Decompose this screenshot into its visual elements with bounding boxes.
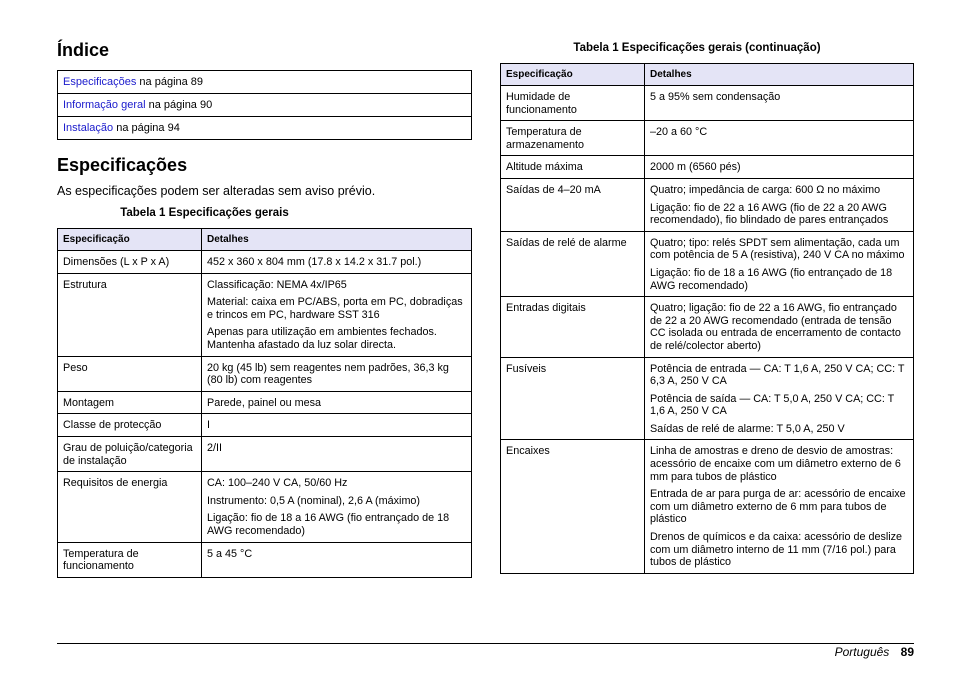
spec-name-cell: Entradas digitais xyxy=(501,297,645,357)
spec-detail-line: –20 a 60 °C xyxy=(650,126,708,139)
spec-detail-line: 5 a 95% sem condensação xyxy=(650,91,781,103)
index-link[interactable]: Especificações xyxy=(63,76,137,88)
index-entry xyxy=(58,117,472,140)
index-page-ref: na página 89 xyxy=(136,76,204,88)
spec-name-cell: Montagem xyxy=(58,391,202,414)
table-row xyxy=(58,356,472,391)
general-specs-table xyxy=(57,228,472,578)
spec-detail-line: Classificação: NEMA 4x/IP65 xyxy=(207,278,347,291)
table-row xyxy=(58,414,472,437)
index-page-ref: na página 94 xyxy=(113,122,180,134)
footer-language: Português xyxy=(834,645,890,659)
index-page-ref: na página 90 xyxy=(145,99,213,111)
index-table xyxy=(57,70,472,140)
spec-detail-line: Drenos de químicos e da caixa: acessório de deslize com um diâmetro interno de 11 mm (7/16 pol.) para tubos de plástico xyxy=(650,531,903,569)
spec-detail-line: Instrumento: 0,5 A (nominal), 2,6 A (máximo) xyxy=(207,494,421,507)
index-heading: Índice xyxy=(57,40,110,60)
spec-detail-line: Material: caixa em PC/ABS, porta em PC, dobradiças e trincos em PC, hardware SST 316 xyxy=(207,296,463,321)
table-header-row xyxy=(501,64,914,86)
spec-details-cell xyxy=(202,472,472,542)
table-caption-continued: Tabela 1 Especificações gerais (continuação) xyxy=(573,42,821,54)
index-link[interactable]: Instalação xyxy=(63,122,114,134)
table-row xyxy=(58,251,472,274)
spec-name-cell: Temperatura de armazenamento xyxy=(501,121,645,156)
spec-detail-line: Quatro; ligação: fio de 22 a 16 AWG, fio entrançado de 22 a 20 AWG recomendado (entrada de tensão CC isolada ou entrada de encerramento de contacto de relé/colector aberto) xyxy=(650,302,901,352)
specifications-intro: As especificações podem ser alteradas sem aviso prévio. xyxy=(57,184,376,198)
index-row xyxy=(58,117,472,140)
spec-detail-line: Linha de amostras e dreno de desvio de amostras: acessório de encaixe com um diâmetro externo de 6 mm para tubos de plástico xyxy=(650,445,901,483)
spec-detail-line: Apenas para utilização em ambientes fechados. Mantenha afastado da luz solar directa. xyxy=(207,326,437,351)
spec-details-cell xyxy=(645,231,914,296)
spec-detail-line: Potência de entrada — CA: T 1,6 A, 250 V CA; CC: T 6,3 A, 250 V CA xyxy=(650,362,905,388)
spec-detail-line: 20 kg (45 lb) sem reagentes nem padrões, 36,3 kg (80 lb) com reagentes xyxy=(207,361,449,387)
spec-detail-line: 5 a 45 °C xyxy=(207,547,253,560)
index-entry xyxy=(58,71,472,94)
table-row xyxy=(58,542,472,577)
spec-details-cell xyxy=(645,156,914,179)
spec-name-cell: Altitude máxima xyxy=(501,156,645,179)
spec-details-cell xyxy=(202,356,472,391)
table-row xyxy=(501,156,914,179)
spec-details-cell xyxy=(202,391,472,414)
header-specification: Especificação xyxy=(501,64,645,86)
spec-details-cell xyxy=(645,86,914,121)
table-row xyxy=(58,472,472,542)
table-row xyxy=(58,436,472,471)
spec-detail-line: 2/II xyxy=(207,441,223,454)
spec-detail-line: Saídas de relé de alarme: T 5,0 A, 250 V xyxy=(650,422,845,435)
index-row xyxy=(58,94,472,117)
spec-details-cell xyxy=(202,414,472,437)
spec-name-cell: Saídas de relé de alarme xyxy=(501,231,645,296)
spec-details-cell xyxy=(645,440,914,573)
spec-name-cell: Humidade de funcionamento xyxy=(501,86,645,121)
spec-detail-line: Ligação: fio de 22 a 16 AWG (fio de 22 a 20 AWG recomendado), fio blindado de pares entrançados xyxy=(650,201,889,227)
spec-details-cell xyxy=(202,273,472,356)
spec-detail-line: CA: 100–240 V CA, 50/60 Hz xyxy=(207,477,348,490)
page-number: 89 xyxy=(900,645,914,659)
spec-name-cell: Grau de poluição/categoria de instalação xyxy=(58,436,202,471)
table-row xyxy=(501,178,914,231)
table-row xyxy=(501,121,914,156)
spec-name-cell: Requisitos de energia xyxy=(58,472,202,542)
spec-name-cell: Fusíveis xyxy=(501,357,645,440)
spec-details-cell xyxy=(645,357,914,440)
table-row xyxy=(501,297,914,357)
spec-details-cell xyxy=(645,178,914,231)
spec-detail-line: Quatro; impedância de carga: 600 Ω no máximo xyxy=(650,183,881,196)
index-row xyxy=(58,71,472,94)
spec-name-cell: Encaixes xyxy=(501,440,645,573)
index-link[interactable]: Informação geral xyxy=(63,99,146,111)
spec-name-cell: Saídas de 4–20 mA xyxy=(501,178,645,231)
spec-detail-line: Ligação: fio de 18 a 16 AWG (fio entrançado de 18 AWG recomendado) xyxy=(650,266,893,292)
table-row xyxy=(58,391,472,414)
table-row xyxy=(501,231,914,296)
spec-details-cell xyxy=(645,297,914,357)
header-specification: Especificação xyxy=(58,229,202,251)
spec-detail-line: Entrada de ar para purga de ar: acessório de encaixe com um diâmetro externo de 6 mm para tubos de plástico xyxy=(650,488,906,526)
spec-detail-line: Quatro; tipo: relés SPDT sem alimentação, cada um com potência de 5 A (resistiva), 240 V CA no máximo xyxy=(650,236,905,262)
header-details: Detalhes xyxy=(645,64,914,86)
table-header-row xyxy=(58,229,472,251)
spec-name-cell: Classe de protecção xyxy=(58,414,202,437)
header-details: Detalhes xyxy=(202,229,472,251)
page-footer xyxy=(835,643,914,659)
spec-detail-line: 452 x 360 x 804 mm (17.8 x 14.2 x 31.7 pol.) xyxy=(207,256,422,268)
spec-name-cell: Estrutura xyxy=(58,273,202,356)
table-row xyxy=(58,273,472,356)
spec-detail-line: 2000 m (6560 pés) xyxy=(650,161,741,174)
spec-details-cell xyxy=(645,121,914,156)
specifications-heading: Especificações xyxy=(57,155,188,175)
spec-details-cell xyxy=(202,542,472,577)
general-specs-table-continued xyxy=(500,63,914,574)
table-caption: Tabela 1 Especificações gerais xyxy=(120,207,289,219)
footer-divider xyxy=(57,643,914,644)
table-row xyxy=(501,440,914,573)
index-entry xyxy=(58,94,472,117)
spec-name-cell: Temperatura de funcionamento xyxy=(58,542,202,577)
spec-name-cell: Peso xyxy=(58,356,202,391)
table-row xyxy=(501,86,914,121)
spec-detail-line: Parede, painel ou mesa xyxy=(207,396,322,409)
spec-details-cell xyxy=(202,436,472,471)
spec-details-cell xyxy=(202,251,472,274)
table-row xyxy=(501,357,914,440)
spec-name-cell: Dimensões (L x P x A) xyxy=(58,251,202,274)
spec-detail-line: Potência de saída — CA: T 5,0 A, 250 V CA; CC: T 1,6 A, 250 V CA xyxy=(650,392,895,418)
spec-detail-line: I xyxy=(207,419,210,432)
spec-detail-line: Ligação: fio de 18 a 16 AWG (fio entrançado de 18 AWG recomendado) xyxy=(207,512,450,537)
